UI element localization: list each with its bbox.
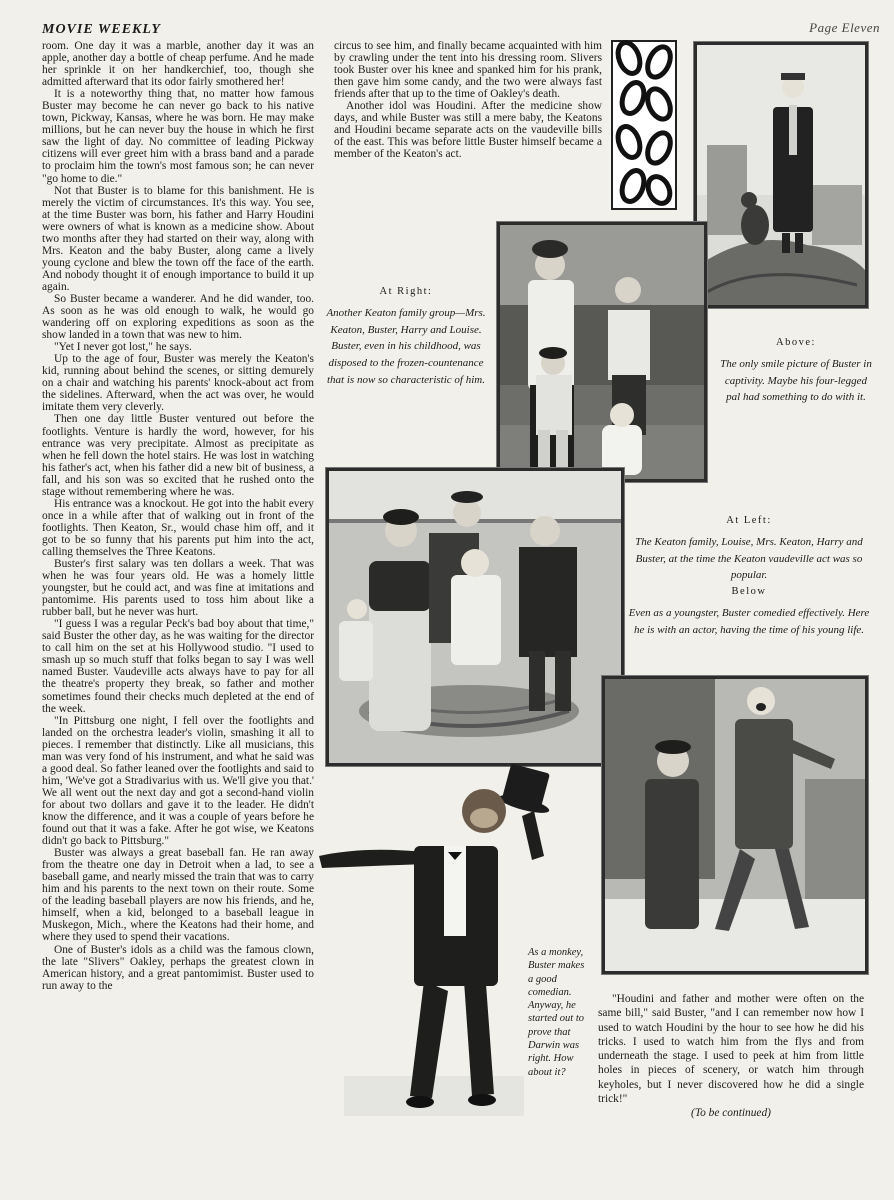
paragraph: "I guess I was a regular Peck's bad boy about that time," said Buster the other day, as he was waiting for the director to call him on the set at his Hollywood studio. "I used to smash up so much stuff that folks began to say I was well named Buster. Vaudeville acts always have to pay for all the theatre's property they break, so father and mother sometimes found their checks much depleted at the end of the week. (42, 618, 314, 715)
photo-keaton-family-rope (326, 468, 624, 766)
article-column-bottom-right (598, 992, 864, 1121)
caption-text: The Keaton family, Louise, Mrs. Keaton, Harry and Buster, at the time the Keaton vaudeville act was so popular. (635, 535, 863, 582)
paragraph: One of Buster's idols as a child was the famous clown, the late "Slivers" Oakley, perhaps the greatest clown in American history, and a great pantomimist. Buster used to run away to the (42, 943, 314, 992)
paragraph: "In Pittsburg one night, I fell over the footlights and landed on the orchestra leader's violin, smashing it all to pieces. I remember that distinctly. Like all musicians, this man was very fond of his instrument, and what he said was a good deal. So father leaned over the footlights and said to him, 'We've got a Stradivarius with us. We'll give you that.' We all went out the next day and got a second-hand violin for about two dollars and gave it to the leader. He didn't know the difference, and it was a couple of years before he found out that it was a fake. After he got wise, we Keatons didn't go back to Pittsburg." (42, 714, 314, 848)
to-be-continued: (To be continued) (691, 1107, 771, 1120)
paragraph: Buster's first salary was ten dollars a week. That was when he was four years old. He was a homely little youngster, but he could act, and was fine at imitations and pantomime. His parents used to toss him about like a rubber ball, but he never was hurt. (42, 558, 314, 619)
article-column-middle (334, 40, 602, 160)
paragraph: Another idol was Houdini. After the medicine show days, and while Buster was still a mere baby, the Keatons and Houdini became separate acts on the vaudeville bills of the east. This was before little Buster himself became a member of the Keaton's act. (334, 100, 602, 161)
page-number: Page Eleven (809, 20, 880, 35)
paragraph: Up to the age of four, Buster was merely the Keaton's kid, running about behind the scenes, or sitting demurely on a chair and watching his parents' knock-about act from the sidelines. Afterward, when the act was over, he would imitate them very cleverly. (42, 353, 314, 414)
photo-keaton-family-group (497, 222, 707, 482)
caption-at-left (624, 513, 874, 584)
caption-at-right (322, 284, 490, 389)
paragraph: Then one day little Buster ventured out before the footlights. Venture is hardly the word, however, for his entrance was very precipitate. Almost as precipitate as when he fell down the hotel stairs. He was lost in watching his father's act, when his father did a new bit of business, a fall, and his son was so excited that he rushed onto the stage without remembering where he was. (42, 413, 314, 498)
caption-text: The only smile picture of Buster in captivity. Maybe his four-legged pal had something to do with it. (720, 357, 872, 404)
caption-heading: Below (731, 586, 767, 597)
caption-heading: At Right: (379, 286, 433, 297)
photo-keaton-family-group-image (500, 225, 704, 479)
photo-keaton-family-rope-image (329, 471, 621, 763)
caption-text: Another Keaton family group—Mrs. Keaton, Buster, Harry and Louise. Buster, even in his childhood, was disposed to the frozen-countenance that is now so characteristic of him. (326, 306, 486, 386)
caption-below (624, 584, 874, 638)
paragraph: "Yet I never got lost," he says. (54, 341, 192, 354)
paragraph: room. One day it was a marble, another day it was an apple, another day a bottle of cheap perfume. And he made her sprinkle it on her handkerchief, too, though she admitted afterward that its odor fairly smothered her! (42, 40, 314, 89)
paragraph: Buster was always a great baseball fan. He ran away from the theatre one day in Detroit when a lad, to see a baseball game, and nearly missed the train that was to carry him and his parents to the next town on their route. Some of the leading baseball players are now his friends, and he, himself, when a kid, belonged to a baseball league in Muskegon, Mich., where the Keatons had their home, and where they used to spend their vacations. (42, 847, 314, 944)
caption-monkey: As a monkey, Buster makes a good comedian. Anyway, he started out to prove that Darwin was right. How about it? (528, 947, 585, 1078)
caption-above (720, 335, 872, 406)
paragraph: Not that Buster is to blame for this banishment. He is merely the victim of circumstances. It's this way. You see, at the time Buster was born, his father and Harry Houdini were owners of what is known as a medicine show. About two months after they had started on their way, along with Mrs. Keaton and the baby Buster, along came a lively young cyclone and blew the town off the face of the earth. And nobody thought it of enough importance to build it up again. (42, 184, 314, 293)
photo-buster-with-actor-image (605, 679, 865, 971)
photo-buster-with-dog (694, 42, 868, 308)
magazine-title: MOVIE WEEKLY (42, 22, 161, 37)
leaf-ornament-icon (611, 40, 677, 210)
photo-buster-with-dog-image (697, 45, 865, 305)
caption-text: Even as a youngster, Buster comedied effectively. Here he is with an actor, having the time of his young life. (628, 606, 870, 636)
caption-heading: Above: (776, 337, 816, 348)
caption-heading: At Left: (726, 515, 772, 526)
paragraph: "Houdini and father and mother were often on the same bill," said Buster, "and I can remember now how I used to watch Houdini by the hour to see how he did his tricks. I used to watch him from the flys and from underneath the stage. I used to peek at him from little holes in pieces of scenery, or watch him through keyholes, but I never discovered how he did a single trick!" (598, 993, 864, 1106)
paragraph: His entrance was a knockout. He got into the habit every once in a while after that of walking out in front of the footlights. Then Keaton, Sr., would chase him off, and it got to be so funny that his parents put him into the act, calling themselves the Three Keatons. (42, 497, 314, 558)
paragraph: It is a noteworthy thing that, no matter how famous Buster may become he can never go back to his native town, Pickway, Kansas, where he was born. He may make millions, but he can never buy the house in which he first saw the light of day. No committee of leading Pickway citizens will ever greet him with a brass band and a parade to proclaim him the town's most famous son; he can never "go home to die." (42, 88, 314, 185)
decorative-ornament (611, 40, 677, 210)
photo-buster-with-actor (602, 676, 868, 974)
paragraph: So Buster became a wanderer. And he did wander, too. As soon as he was old enough to walk, he would go wandering off on exploring expeditions as soon as the show landed in a town that was new to him. (42, 292, 314, 342)
article-column-left (42, 40, 314, 992)
paragraph: circus to see him, and finally became acquainted with him by crawling under the tent into his dressing room. Slivers took Buster over his knee and spanked him for his prank, then gave him some candy, and the two were always fast friends after that up to the time of Oakley's death. (334, 40, 602, 101)
